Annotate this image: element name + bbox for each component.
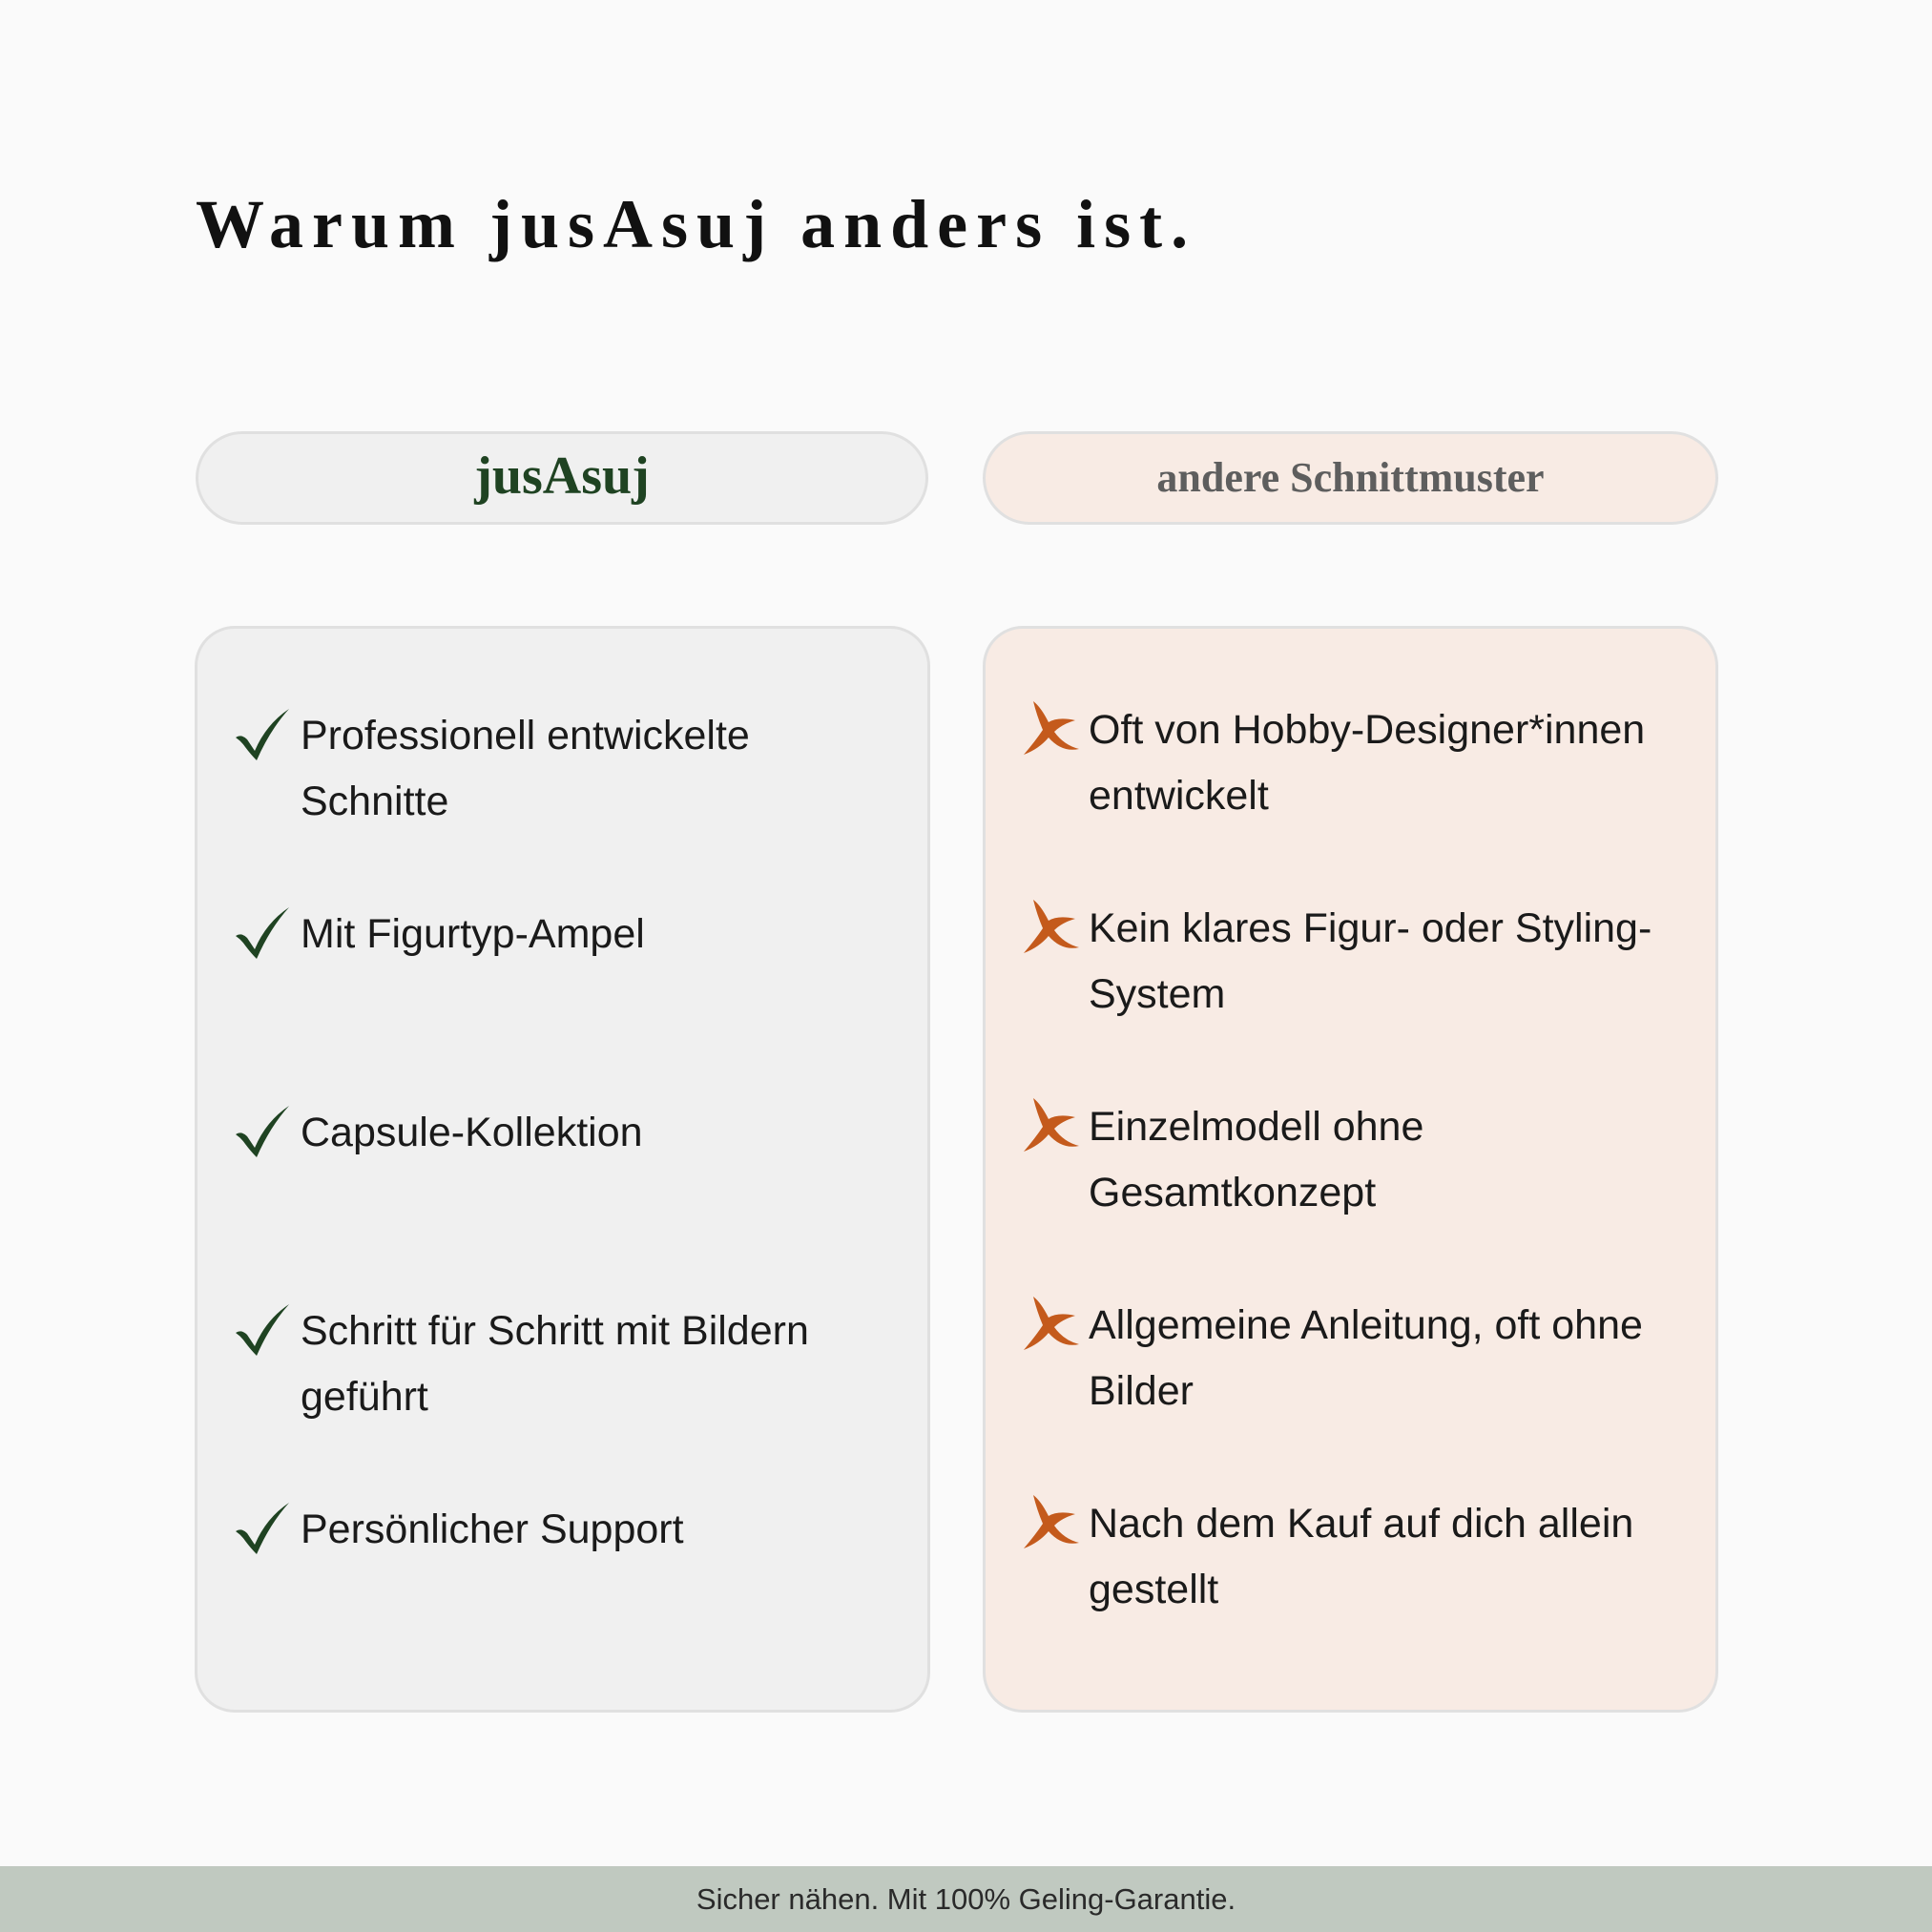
list-item-text: Allgemeine Anleitung, oft ohne Bilder [1089, 1302, 1643, 1414]
check-icon [232, 902, 293, 963]
cross-icon [1020, 1491, 1081, 1552]
list-item-text: Mit Figurtyp-Ampel [301, 911, 645, 957]
footer-text: Sicher nähen. Mit 100% Geling-Garantie. [696, 1881, 1236, 1916]
list-item-text: Oft von Hobby-Designer*innen entwickelt [1089, 707, 1646, 819]
column-header-other-patterns [983, 431, 1718, 525]
list-item-text: Capsule-Kollektion [301, 1110, 643, 1155]
column-header-jusasuj-label: jusAsuj [474, 447, 650, 506]
jusasuj-benefits-card [195, 626, 930, 1713]
page-title: Warum jusAsuj anders ist. [196, 186, 1197, 262]
list-item-text: Nach dem Kauf auf dich allein gestellt [1089, 1501, 1634, 1612]
list-item-text: Einzelmodell ohne Gesamtkonzept [1089, 1104, 1424, 1215]
check-icon [232, 1497, 293, 1558]
list-item-text: Professionell entwickelte Schnitte [301, 713, 750, 824]
other-patterns-card [983, 626, 1718, 1713]
column-header-jusasuj [196, 431, 928, 525]
cross-icon [1020, 697, 1081, 758]
check-icon [232, 1100, 293, 1161]
list-item-text: Kein klares Figur- oder Styling-System [1089, 905, 1652, 1017]
column-header-other-patterns-label: andere Schnittmuster [1156, 454, 1545, 501]
list-item-text: Schritt für Schritt mit Bildern geführt [301, 1308, 809, 1420]
cross-icon [1020, 896, 1081, 957]
list-item-text: Persönlicher Support [301, 1506, 684, 1552]
check-icon [232, 1298, 293, 1360]
cross-icon [1020, 1094, 1081, 1155]
cross-icon [1020, 1293, 1081, 1354]
footer-banner [0, 1866, 1932, 1932]
check-icon [232, 703, 293, 764]
